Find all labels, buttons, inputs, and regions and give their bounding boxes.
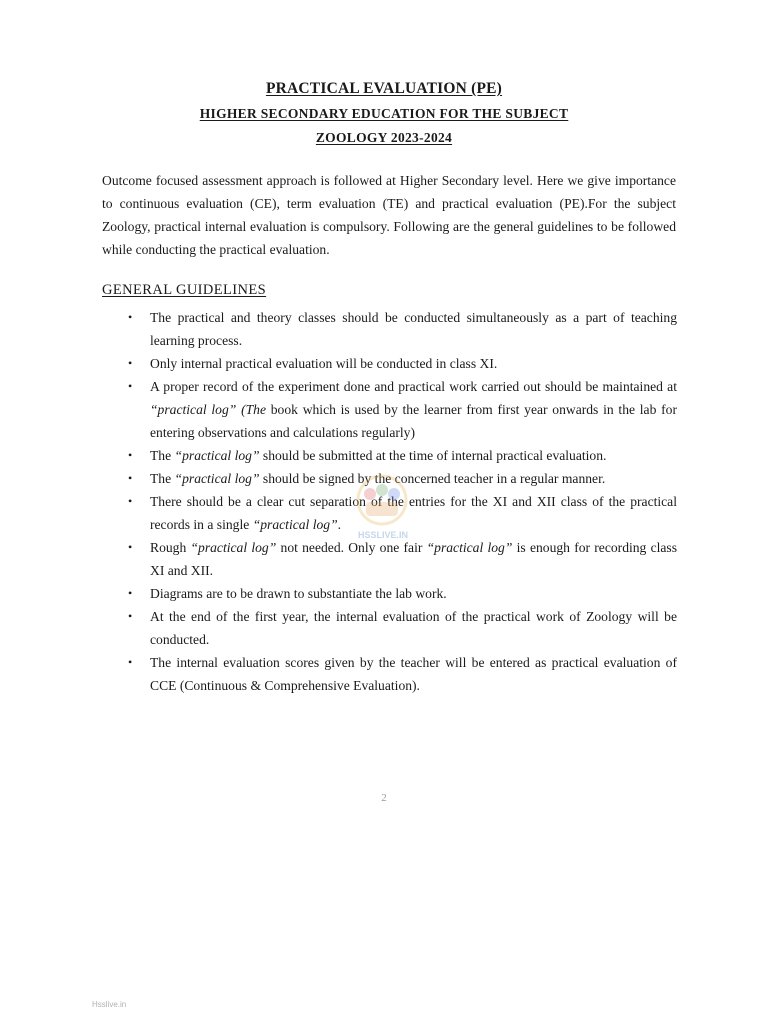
guideline-item [128, 352, 677, 375]
guideline-text: should be submitted at the time of internal practical evaluation. [259, 448, 607, 463]
bullet-icon: • [128, 310, 133, 324]
guideline-emphasis: “practical log” [426, 540, 513, 555]
bullet-icon: • [128, 471, 133, 485]
guideline-item [128, 444, 677, 467]
bullet-icon: • [128, 540, 133, 554]
guideline-text: At the end of the first year, the internal evaluation of the practical work of Zoology will be conducted. [150, 609, 677, 647]
guideline-text: The practical and theory classes should be conducted simultaneously as a part of teaching learning process. [150, 310, 677, 348]
bullet-icon: • [128, 494, 133, 508]
guideline-text: The [150, 448, 175, 463]
bullet-icon: • [128, 448, 133, 462]
site-footer-mark: Hsslive.in [92, 1000, 127, 1009]
bullet-icon: • [128, 379, 133, 393]
page-number: 2 [381, 792, 387, 804]
guideline-item [128, 306, 677, 352]
guideline-item [128, 605, 677, 651]
guideline-text: A proper record of the experiment done and practical work carried out should be maintained at [150, 379, 677, 394]
guideline-item [128, 651, 677, 697]
guideline-text: is enough for recording class XI and XII. [150, 540, 678, 578]
guideline-item [128, 536, 678, 582]
guideline-text: book which is used by the learner from first year onwards in the lab for entering observations and calculations regularly) [150, 402, 677, 440]
watermark-text: HSSLIVE.IN [357, 530, 408, 540]
guideline-emphasis: “practical log” [190, 540, 277, 555]
guideline-text: There should be a clear cut separation of the entries for the XI and XII class of the practical records in a single [150, 494, 677, 532]
bullet-icon: • [128, 356, 133, 370]
guideline-item [128, 582, 677, 605]
guideline-emphasis: “practical log” [174, 448, 260, 463]
bullet-icon: • [128, 655, 133, 669]
guideline-text: Diagrams are to be drawn to substantiate the lab work. [150, 586, 447, 601]
section-title-general-guidelines: GENERAL GUIDELINES [102, 282, 267, 298]
intro-paragraph: Outcome focused assessment approach is followed at Higher Secondary level. Here we give importance to continuous evaluation (CE), term evaluation (TE) and practical evaluation (PE).For the subject Zoology, practical internal evaluation is compulsory. Following are the general guidelines to be followed while conducting the practical evaluation. [102, 173, 676, 257]
guideline-text: The internal evaluation scores given by the teacher will be entered as practical evaluation of CCE (Continuous & Comprehensive Evaluation). [150, 655, 677, 693]
page-subtitle: HIGHER SECONDARY EDUCATION FOR THE SUBJECT [199, 106, 569, 121]
bullet-icon: • [128, 586, 133, 600]
guideline-text: should be signed by the concerned teacher in a regular manner. [259, 471, 606, 486]
bullet-icon: • [128, 609, 133, 623]
guideline-emphasis: “practical log” [174, 471, 260, 486]
guideline-text: Rough [150, 540, 191, 555]
guideline-item [128, 375, 677, 444]
guideline-text: Only internal practical evaluation will be conducted in class XI. [150, 356, 498, 371]
guideline-text: . [337, 517, 342, 532]
guideline-emphasis: “practical log” (The [150, 402, 266, 417]
guideline-text: not needed. Only one fair [276, 540, 427, 555]
page-title: PRACTICAL EVALUATION (PE) [265, 80, 503, 97]
guideline-emphasis: “practical log” [252, 517, 338, 532]
guideline-text: The [150, 471, 175, 486]
page-subtitle-year: ZOOLOGY 2023-2024 [315, 130, 453, 145]
